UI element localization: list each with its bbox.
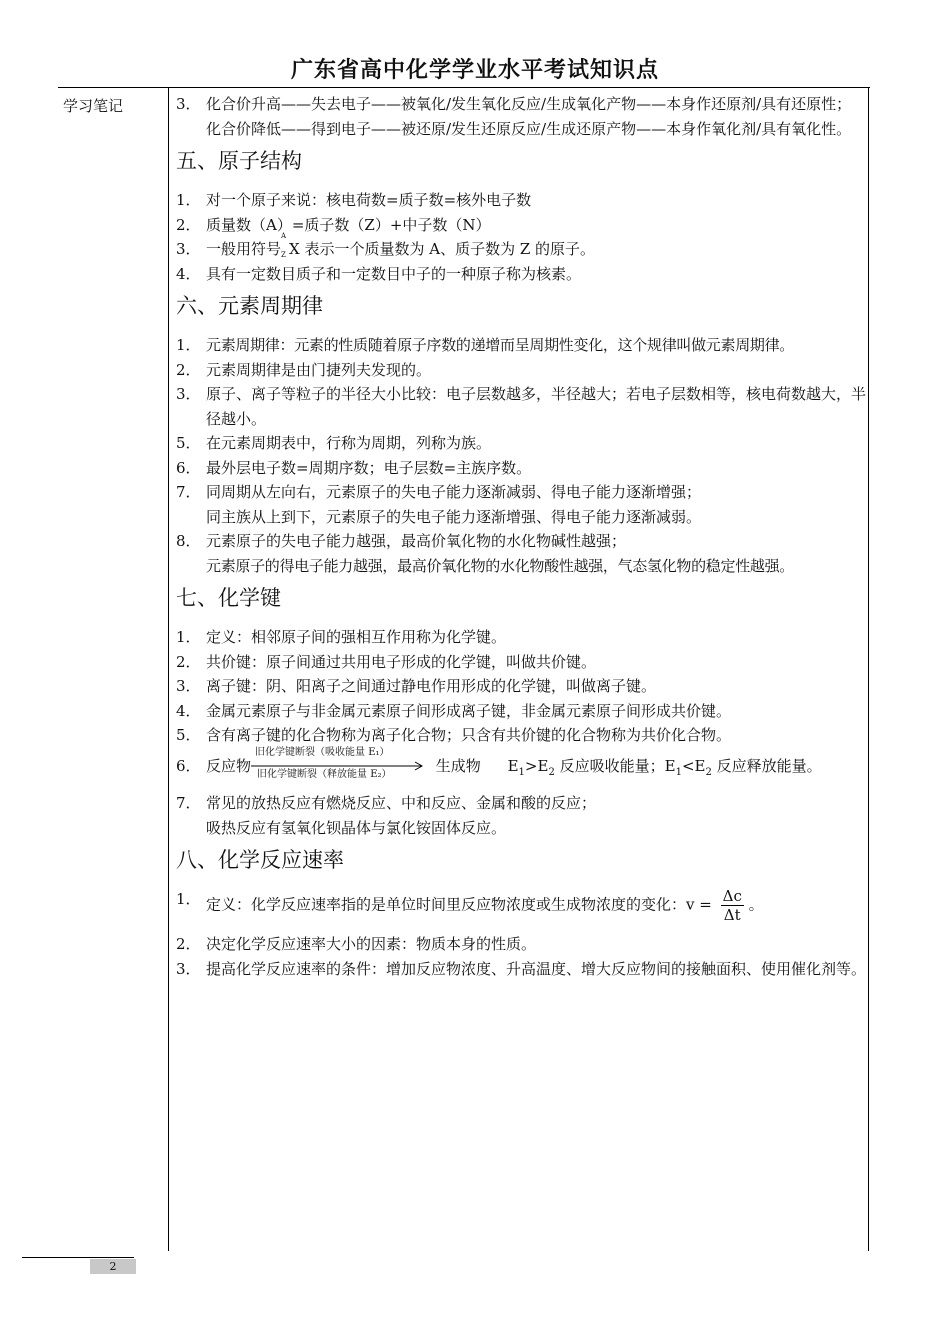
nuclide-symbol [281,232,289,259]
fraction-denominator: Δt [723,906,741,924]
item-number: 5． [176,726,201,744]
item-text: 元素周期律是由门捷列夫发现的。 [206,360,432,379]
section-heading-chemical-bond: 七、化学键 [176,586,281,610]
item-number: 6． [176,756,201,775]
section-heading-atomic-structure: 五、原子结构 [176,149,302,173]
list-item [176,625,866,650]
list-item [176,480,866,505]
subscript: 1 [675,766,682,778]
item-text: 常见的放热反应有燃烧反应、中和反应、金属和酸的反应； [206,794,597,812]
document-title: 广东省高中化学学业水平考试知识点 [290,58,659,83]
item-text: 定义：化学反应速率指的是单位时间里反应物浓度或生成物浓度的变化：v = [206,895,712,914]
item-continuation: 元素原子的得电子能力越强，最高价氧化物的水化物酸性越强，气态氢化物的稳定性越强。 [206,556,795,575]
reaction-arrow [251,746,429,780]
arrow-top-label: 旧化学键断裂（吸收能量 E₁） [255,746,390,758]
item-number: 2． [176,360,201,379]
item-number: 3． [176,677,201,695]
subscript: 2 [705,766,712,778]
list-item [176,791,866,816]
item-number: 6． [176,458,201,477]
list-item [176,188,866,213]
item-text: 提高化学反应速率的条件：增加反应物浓度、升高温度、增大反应物间的接触面积、使用催化剂等。 [206,959,867,978]
comparison: <E [681,756,706,775]
list-item [176,382,866,431]
item-number: 7． [176,794,201,812]
item-tail: 。 [748,895,764,914]
item-number: 1． [176,890,201,908]
item-text: 最外层电子数=周期序数；电子层数=主族序数。 [206,458,532,477]
item-number: 1． [176,336,201,354]
subscript: 1 [518,766,525,778]
item-number: 7． [176,483,201,501]
page-number: 2 [90,1259,136,1274]
list-item [176,232,866,262]
arrow-bottom-label: 旧化学键断裂（释放能量 E₂） [257,768,392,780]
list-item [176,699,866,724]
item-text: 对一个原子来说：核电荷数=质子数=核外电子数 [206,191,532,209]
item-text-post: 表示一个质量数为 A、质子数为 Z 的原子。 [304,240,596,258]
study-notes-label: 学习笔记 [63,97,124,115]
list-item [176,957,866,982]
notes-column-divider [168,88,169,1251]
item-number: 1． [176,191,201,209]
item-text: 决定化学反应速率大小的因素：物质本身的性质。 [206,935,537,953]
item-text-pre: 一般用符号 [206,240,282,258]
item-text: 定义：相邻原子间的强相互作用称为化学键。 [206,628,507,646]
item-continuation: 吸热反应有氢氧化钡晶体与氯化铵固体反应。 [206,818,507,837]
item-text: 在元素周期表中，行称为周期，列称为族。 [206,434,492,452]
list-item [176,529,866,554]
fraction-numerator: Δc [722,887,742,905]
footer-rule [22,1257,134,1258]
item-text: 化合价升高——失去电子——被氧化/发生氧化反应/生成氧化产物——本身作还原剂/具有还原性； [206,95,852,113]
list-item [176,674,866,699]
condition-release [664,756,822,778]
list-item [176,650,866,675]
product-label: 生成物 [435,756,481,775]
item-text: 金属元素原子与非金属元素原子间形成离子键，非金属元素原子间形成共价键。 [206,701,732,720]
item-number: 3． [176,385,201,403]
atomic-number-Z: Z [281,251,286,259]
item-text: 含有离子键的化合物称为离子化合物；只含有共价键的化合物称为共价化合物。 [206,726,732,744]
item-text: 元素周期律：元素的性质随着原子序数的递增而呈周期性变化，这个规律叫做元素周期律。 [206,336,795,354]
reactant-label: 反应物 [206,756,252,775]
list-item [176,358,866,383]
item-text: 质量数（A）=质子数（Z）+中子数（N） [206,215,491,234]
mass-number-A: A [281,232,287,240]
item-number: 2． [176,935,201,953]
item-number: 1． [176,628,201,646]
list-item-rate-definition [176,887,866,924]
item-number: 4． [176,701,201,720]
rate-fraction [721,887,744,924]
list-item [176,92,866,117]
list-item [176,456,866,481]
item-continuation: 化合价降低——得到电子——被还原/发生还原反应/生成还原产物——本身作氧化剂/具有氧化性。 [206,119,852,138]
item-text: 共价键：原子间通过共用电子形成的化学键，叫做共价键。 [206,652,597,671]
list-item [176,213,866,238]
element-symbol-X: X [289,240,300,258]
condition-absorb [507,756,665,778]
condition-text: 反应吸收能量； [559,756,665,775]
energy-symbol: E [507,756,519,775]
item-number: 4． [176,264,201,283]
item-text: 具有一定数目质子和一定数目中子的一种原子称为核素。 [206,264,582,283]
subscript: 2 [548,766,555,778]
item-number: 2． [176,652,201,671]
item-number: 3． [176,240,201,258]
list-item [176,723,866,748]
list-item [176,932,866,957]
section-heading-reaction-rate: 八、化学反应速率 [176,848,344,872]
item-number: 5． [176,434,201,452]
item-number: 8． [176,532,201,550]
main-content [176,92,866,981]
section-heading-periodic-law: 六、元素周期律 [176,294,323,318]
item-number: 3． [176,959,201,978]
item-text: 原子、离子等粒子的半径大小比较：电子层数越多，半径越大；若电子层数相等，核电荷数越大，半径越小。 [206,385,867,428]
right-border-rule [868,88,869,1251]
energy-symbol: E [664,756,676,775]
list-item-energy-equation [176,746,866,786]
item-number: 3． [176,95,201,113]
list-item [176,431,866,456]
item-text: 元素原子的失电子能力越强，最高价氧化物的水化物碱性越强； [206,532,627,550]
item-text: 离子键：阴、阳离子之间通过静电作用形成的化学键，叫做离子键。 [206,677,657,695]
comparison: >E [524,756,549,775]
item-continuation: 同主族从上到下，元素原子的失电子能力逐渐增强、得电子能力逐渐减弱。 [206,507,702,526]
item-number: 2． [176,215,201,234]
item-text: 同周期从左向右，元素原子的失电子能力逐渐减弱、得电子能力逐渐增强； [206,483,702,501]
condition-text: 反应释放能量。 [716,756,822,775]
list-item [176,262,866,287]
list-item [176,333,866,358]
title-rule [58,87,870,88]
